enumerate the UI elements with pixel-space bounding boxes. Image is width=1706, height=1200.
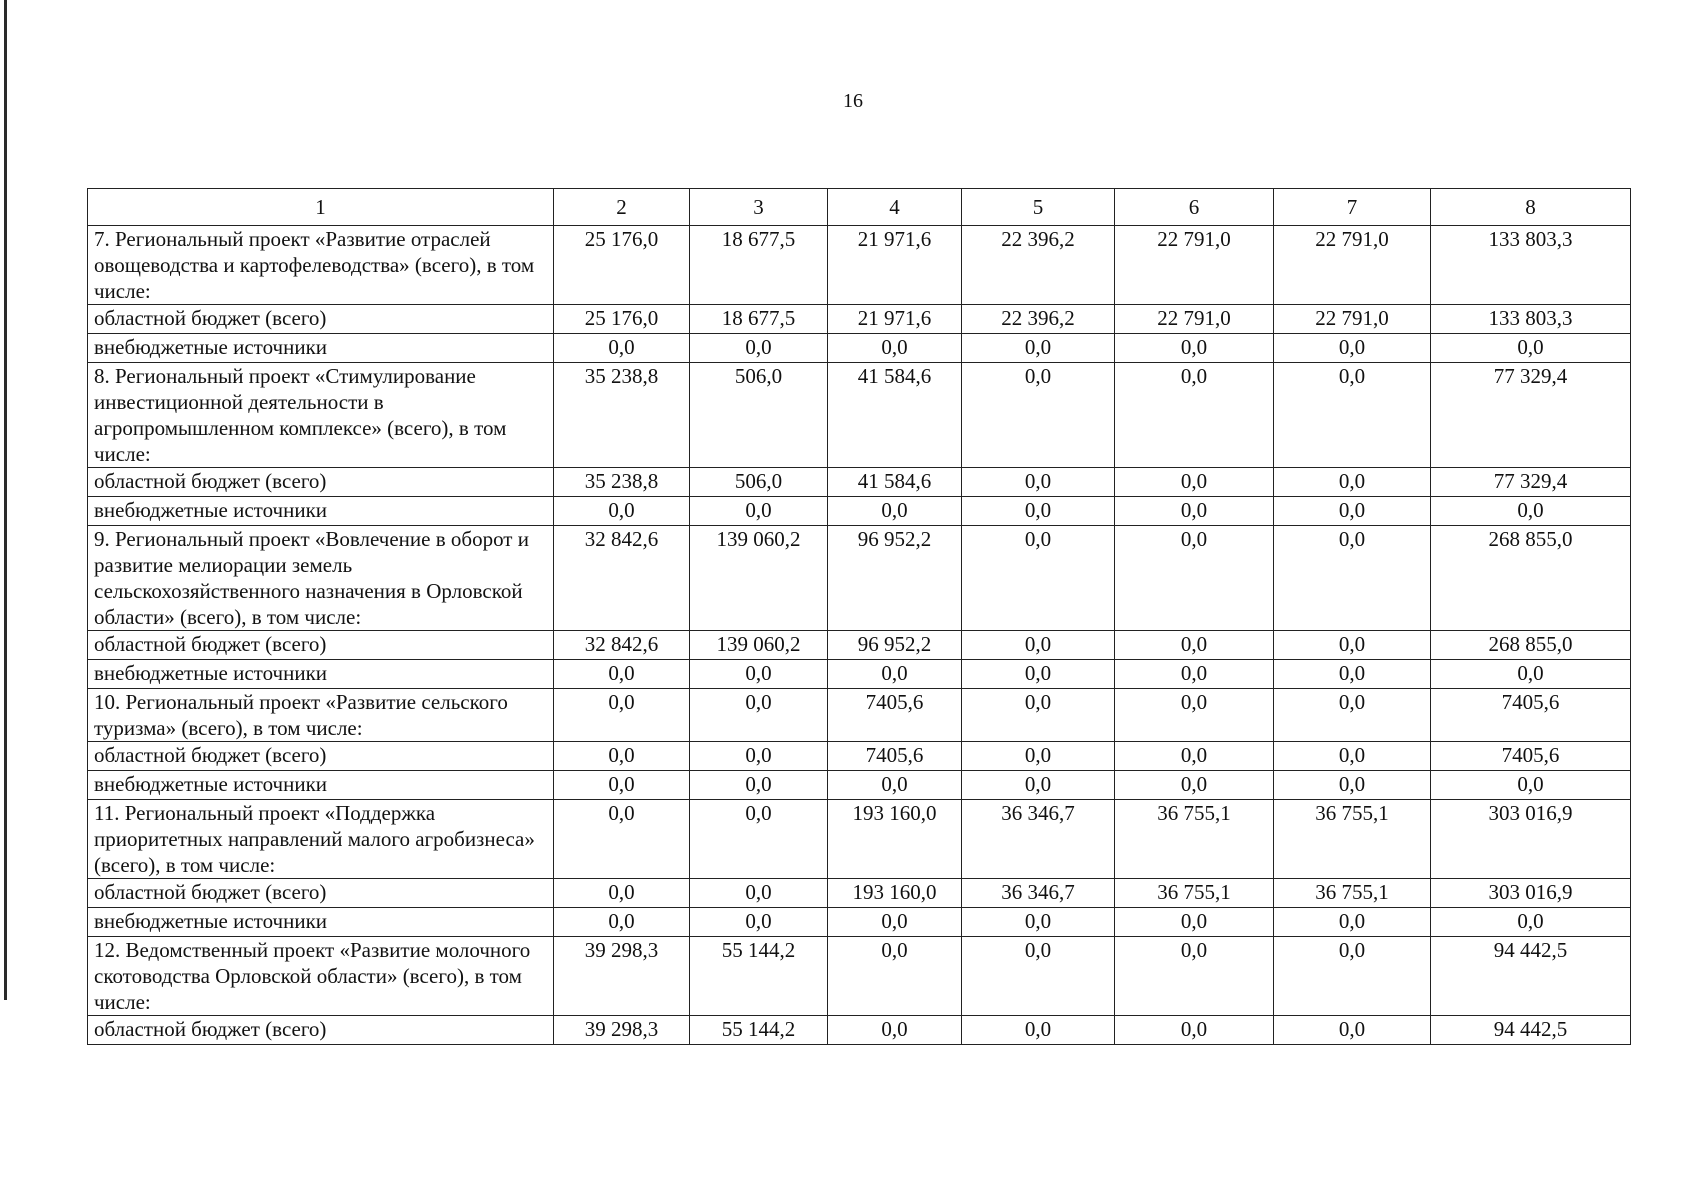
value-cell: 0,0: [828, 771, 962, 800]
funding-source-row: [88, 305, 1631, 334]
value-cell: 0,0: [1115, 526, 1274, 631]
value-cell: 506,0: [690, 468, 828, 497]
value-cell: 25 176,0: [554, 226, 690, 305]
value-cell: 303 016,9: [1431, 800, 1631, 879]
value-cell: 0,0: [1115, 468, 1274, 497]
value-cell: 0,0: [1274, 771, 1431, 800]
value-cell: 0,0: [1431, 334, 1631, 363]
value-cell: 0,0: [1431, 908, 1631, 937]
value-cell: 0,0: [962, 497, 1115, 526]
value-cell: 39 298,3: [554, 1016, 690, 1045]
value-cell: 0,0: [1274, 908, 1431, 937]
funding-source-row: [88, 660, 1631, 689]
budget-table: [87, 188, 1631, 1045]
project-row: [88, 800, 1631, 879]
value-cell: 0,0: [828, 908, 962, 937]
value-cell: 0,0: [962, 742, 1115, 771]
funding-source-row: [88, 631, 1631, 660]
row-label: 7. Региональный проект «Развитие отраслей овощеводства и картофелеводства» (всего), в том числе:: [88, 226, 554, 305]
value-cell: 0,0: [1431, 497, 1631, 526]
value-cell: 0,0: [962, 771, 1115, 800]
project-row: [88, 689, 1631, 742]
project-row: [88, 937, 1631, 1016]
value-cell: 35 238,8: [554, 468, 690, 497]
value-cell: 25 176,0: [554, 305, 690, 334]
row-label: 9. Региональный проект «Вовлечение в оборот и развитие мелиорации земель сельскохозяйственного назначения в Орловской области» (всего), в том числе:: [88, 526, 554, 631]
funding-source-row: [88, 334, 1631, 363]
value-cell: 55 144,2: [690, 1016, 828, 1045]
column-number-row: [88, 189, 1631, 226]
value-cell: 36 346,7: [962, 800, 1115, 879]
value-cell: 0,0: [554, 800, 690, 879]
column-header: 3: [690, 189, 828, 226]
value-cell: 0,0: [1274, 1016, 1431, 1045]
value-cell: 0,0: [1431, 660, 1631, 689]
value-cell: 0,0: [1115, 742, 1274, 771]
value-cell: 0,0: [962, 660, 1115, 689]
value-cell: 268 855,0: [1431, 526, 1631, 631]
value-cell: 22 396,2: [962, 226, 1115, 305]
value-cell: 0,0: [554, 742, 690, 771]
value-cell: 0,0: [1115, 1016, 1274, 1045]
value-cell: 0,0: [962, 631, 1115, 660]
value-cell: 0,0: [1274, 334, 1431, 363]
value-cell: 0,0: [690, 742, 828, 771]
value-cell: 22 791,0: [1274, 305, 1431, 334]
value-cell: 35 238,8: [554, 363, 690, 468]
value-cell: 0,0: [828, 660, 962, 689]
value-cell: 133 803,3: [1431, 226, 1631, 305]
funding-source-row: [88, 742, 1631, 771]
value-cell: 0,0: [554, 771, 690, 800]
value-cell: 36 755,1: [1115, 879, 1274, 908]
row-label: 12. Ведомственный проект «Развитие молочного скотоводства Орловской области» (всего), в том числе:: [88, 937, 554, 1016]
funding-source-row: [88, 908, 1631, 937]
value-cell: 22 396,2: [962, 305, 1115, 334]
value-cell: 0,0: [962, 363, 1115, 468]
value-cell: 36 755,1: [1274, 800, 1431, 879]
value-cell: 0,0: [962, 908, 1115, 937]
funding-source-row: [88, 497, 1631, 526]
value-cell: 0,0: [1274, 689, 1431, 742]
row-label: областной бюджет (всего): [88, 742, 554, 771]
row-label: областной бюджет (всего): [88, 879, 554, 908]
funding-source-row: [88, 468, 1631, 497]
funding-source-row: [88, 771, 1631, 800]
value-cell: 7405,6: [828, 742, 962, 771]
value-cell: 0,0: [1274, 526, 1431, 631]
value-cell: 0,0: [690, 879, 828, 908]
value-cell: 0,0: [1115, 363, 1274, 468]
column-header: 8: [1431, 189, 1631, 226]
value-cell: 0,0: [1274, 660, 1431, 689]
column-header: 4: [828, 189, 962, 226]
value-cell: 139 060,2: [690, 631, 828, 660]
value-cell: 0,0: [962, 468, 1115, 497]
value-cell: 7405,6: [828, 689, 962, 742]
value-cell: 94 442,5: [1431, 937, 1631, 1016]
row-label: областной бюджет (всего): [88, 468, 554, 497]
value-cell: 0,0: [962, 689, 1115, 742]
row-label: внебюджетные источники: [88, 334, 554, 363]
value-cell: 0,0: [1274, 742, 1431, 771]
value-cell: 0,0: [1274, 631, 1431, 660]
value-cell: 0,0: [690, 800, 828, 879]
value-cell: 7405,6: [1431, 689, 1631, 742]
column-header: 2: [554, 189, 690, 226]
value-cell: 0,0: [828, 1016, 962, 1045]
value-cell: 22 791,0: [1115, 226, 1274, 305]
column-header: 5: [962, 189, 1115, 226]
value-cell: 0,0: [962, 1016, 1115, 1045]
scan-edge-line: [4, 0, 7, 1000]
value-cell: 0,0: [690, 771, 828, 800]
value-cell: 0,0: [1431, 771, 1631, 800]
value-cell: 0,0: [554, 660, 690, 689]
funding-source-row: [88, 879, 1631, 908]
value-cell: 139 060,2: [690, 526, 828, 631]
value-cell: 0,0: [1115, 631, 1274, 660]
value-cell: 41 584,6: [828, 363, 962, 468]
value-cell: 94 442,5: [1431, 1016, 1631, 1045]
value-cell: 0,0: [690, 660, 828, 689]
value-cell: 0,0: [962, 334, 1115, 363]
value-cell: 506,0: [690, 363, 828, 468]
value-cell: 55 144,2: [690, 937, 828, 1016]
page-number: 16: [843, 90, 863, 112]
value-cell: 0,0: [554, 908, 690, 937]
row-label: внебюджетные источники: [88, 497, 554, 526]
value-cell: 21 971,6: [828, 305, 962, 334]
row-label: областной бюджет (всего): [88, 631, 554, 660]
row-label: областной бюджет (всего): [88, 305, 554, 334]
value-cell: 36 755,1: [1115, 800, 1274, 879]
value-cell: 18 677,5: [690, 305, 828, 334]
value-cell: 133 803,3: [1431, 305, 1631, 334]
value-cell: 77 329,4: [1431, 468, 1631, 497]
column-header: 7: [1274, 189, 1431, 226]
value-cell: 0,0: [1115, 497, 1274, 526]
row-label: внебюджетные источники: [88, 771, 554, 800]
value-cell: 96 952,2: [828, 526, 962, 631]
row-label: 11. Региональный проект «Поддержка приоритетных направлений малого агробизнеса» (всего), в том числе:: [88, 800, 554, 879]
value-cell: 18 677,5: [690, 226, 828, 305]
table-body: [88, 226, 1631, 1045]
value-cell: 268 855,0: [1431, 631, 1631, 660]
value-cell: 0,0: [1274, 937, 1431, 1016]
value-cell: 7405,6: [1431, 742, 1631, 771]
value-cell: 0,0: [690, 908, 828, 937]
value-cell: 39 298,3: [554, 937, 690, 1016]
row-label: 10. Региональный проект «Развитие сельского туризма» (всего), в том числе:: [88, 689, 554, 742]
value-cell: 32 842,6: [554, 631, 690, 660]
value-cell: 0,0: [828, 497, 962, 526]
value-cell: 0,0: [1274, 468, 1431, 497]
column-header: 6: [1115, 189, 1274, 226]
funding-source-row: [88, 1016, 1631, 1045]
value-cell: 0,0: [1115, 689, 1274, 742]
value-cell: 0,0: [554, 334, 690, 363]
value-cell: 0,0: [1274, 497, 1431, 526]
row-label: 8. Региональный проект «Стимулирование инвестиционной деятельности в агропромышленном комплексе» (всего), в том числе:: [88, 363, 554, 468]
project-row: [88, 226, 1631, 305]
value-cell: 0,0: [828, 937, 962, 1016]
value-cell: 0,0: [1115, 937, 1274, 1016]
value-cell: 22 791,0: [1274, 226, 1431, 305]
value-cell: 32 842,6: [554, 526, 690, 631]
value-cell: 21 971,6: [828, 226, 962, 305]
value-cell: 0,0: [554, 879, 690, 908]
value-cell: 193 160,0: [828, 879, 962, 908]
value-cell: 0,0: [554, 497, 690, 526]
value-cell: 96 952,2: [828, 631, 962, 660]
value-cell: 0,0: [554, 689, 690, 742]
value-cell: 0,0: [690, 689, 828, 742]
value-cell: 0,0: [828, 334, 962, 363]
value-cell: 193 160,0: [828, 800, 962, 879]
value-cell: 0,0: [690, 497, 828, 526]
value-cell: 0,0: [1115, 908, 1274, 937]
value-cell: 0,0: [1115, 334, 1274, 363]
row-label: внебюджетные источники: [88, 660, 554, 689]
value-cell: 0,0: [962, 526, 1115, 631]
value-cell: 41 584,6: [828, 468, 962, 497]
value-cell: 0,0: [1115, 660, 1274, 689]
value-cell: 0,0: [690, 334, 828, 363]
value-cell: 303 016,9: [1431, 879, 1631, 908]
value-cell: 0,0: [962, 937, 1115, 1016]
value-cell: 22 791,0: [1115, 305, 1274, 334]
value-cell: 36 346,7: [962, 879, 1115, 908]
row-label: областной бюджет (всего): [88, 1016, 554, 1045]
column-header: 1: [88, 189, 554, 226]
row-label: внебюджетные источники: [88, 908, 554, 937]
value-cell: 77 329,4: [1431, 363, 1631, 468]
project-row: [88, 363, 1631, 468]
project-row: [88, 526, 1631, 631]
value-cell: 36 755,1: [1274, 879, 1431, 908]
value-cell: 0,0: [1115, 771, 1274, 800]
value-cell: 0,0: [1274, 363, 1431, 468]
